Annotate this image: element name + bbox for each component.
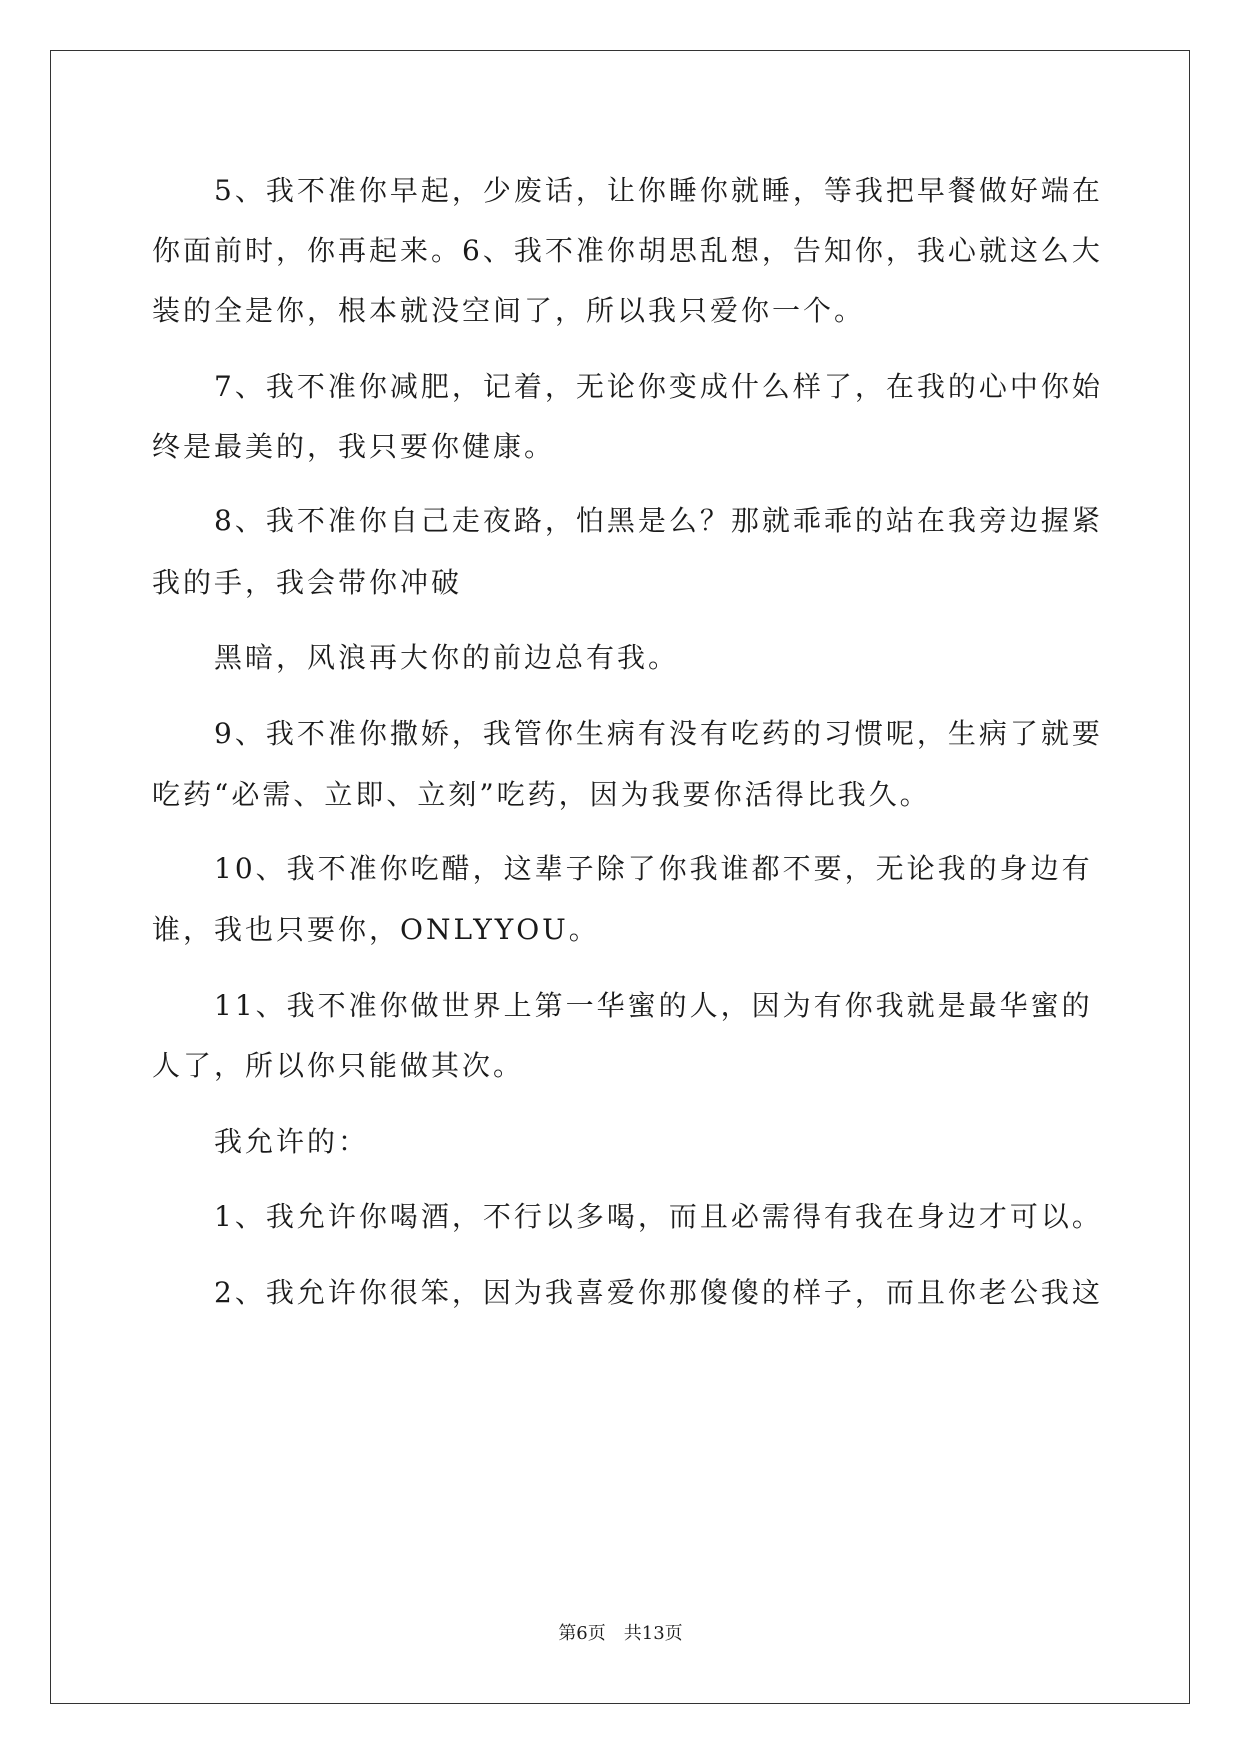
text-line: 人了，所以你只能做其次。 xyxy=(152,1049,525,1082)
text-line: 装的全是你，根本就没空间了，所以我只爱你一个。 xyxy=(152,294,866,327)
text-line: 9、我不准你撒娇，我管你生病有没有吃药的习惯呢，生病了就要 xyxy=(214,717,1103,750)
text-line: 你面前时，你再起来。6、我不准你胡思乱想，告知你，我心就这么大 xyxy=(152,234,1103,267)
text-line: 5、我不准你早起，少废话，让你睡你就睡，等我把早餐做好端在 xyxy=(214,174,1103,207)
text-line: 2、我允许你很笨，因为我喜爱你那傻傻的样子，而且你老公我这 xyxy=(214,1276,1103,1309)
text-line: 7、我不准你减肥，记着，无论你变成什么样了，在我的心中你始 xyxy=(214,370,1103,403)
text-line: 我允许的： xyxy=(214,1125,370,1158)
text-line: 黑暗，风浪再大你的前边总有我。 xyxy=(214,641,680,674)
text-line: 1、我允许你喝酒，不行以多喝，而且必需得有我在身边才可以。 xyxy=(214,1200,1103,1233)
page-indicator: 第6页 共13页 xyxy=(558,1623,683,1644)
text-line: 11、我不准你做世界上第一华蜜的人，因为有你我就是最华蜜的 xyxy=(214,989,1093,1022)
text-line: 谁，我也只要你，ONLYYOU。 xyxy=(152,913,600,946)
text-line: 10、我不准你吃醋，这辈子除了你我谁都不要，无论我的身边有 xyxy=(214,852,1093,885)
text-line: 我的手，我会带你冲破 xyxy=(152,566,463,599)
text-line: 终是最美的，我只要你健康。 xyxy=(152,430,556,463)
text-line: 吃药“必需、立即、立刻”吃药，因为我要你活得比我久。 xyxy=(152,778,931,811)
text-line: 8、我不准你自己走夜路，怕黑是么？那就乖乖的站在我旁边握紧 xyxy=(214,504,1103,537)
